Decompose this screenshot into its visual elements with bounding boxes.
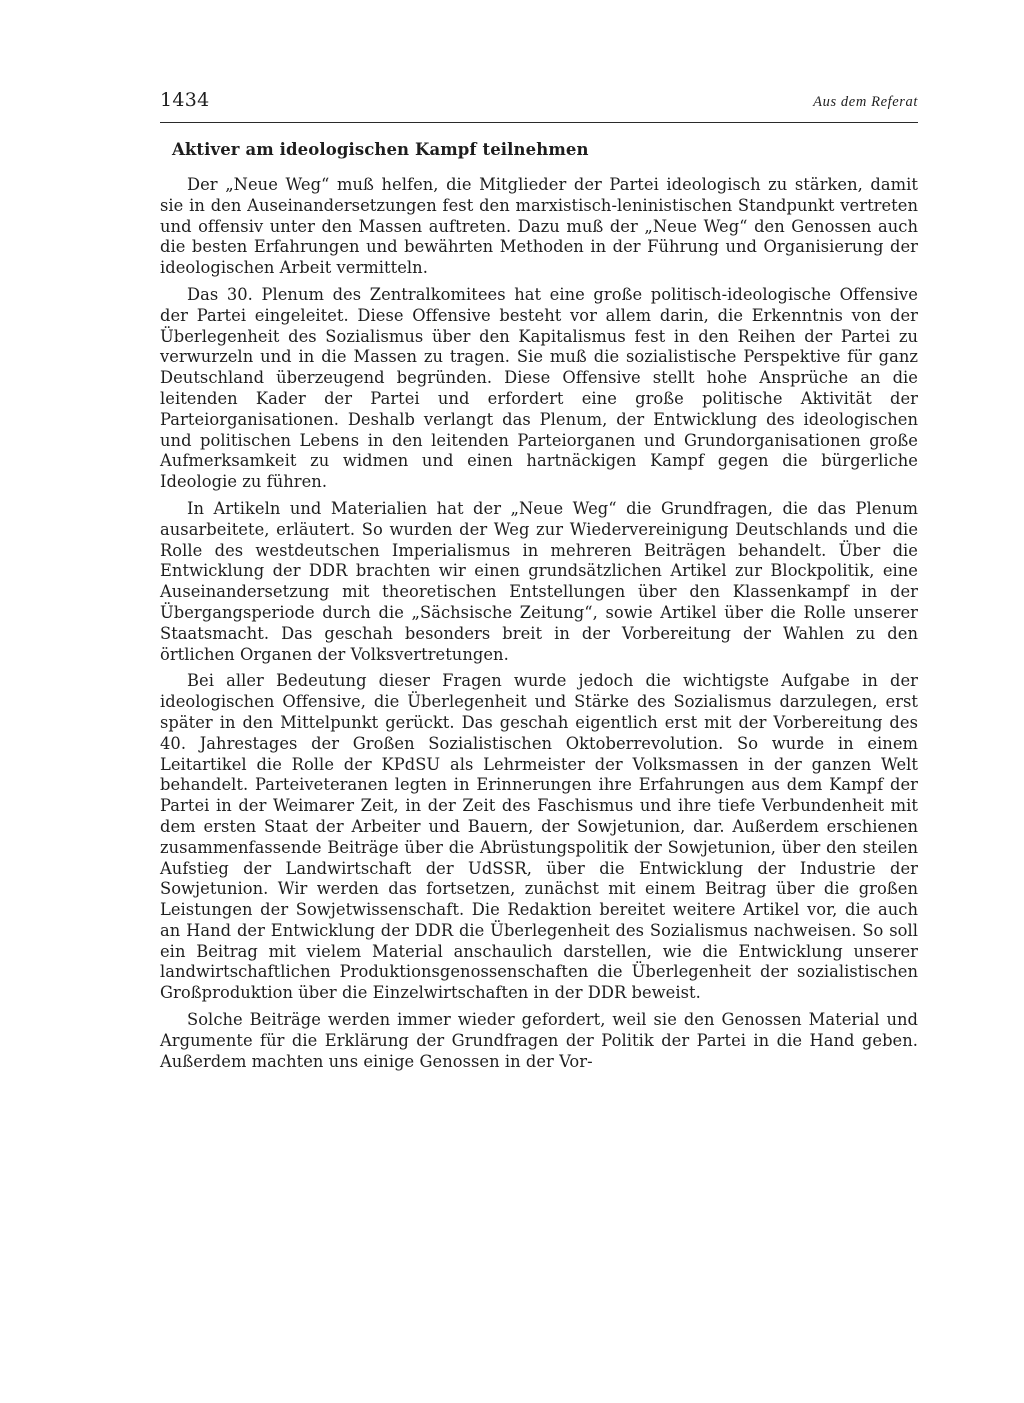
page-number: 1434 <box>160 89 210 111</box>
paragraph: In Artikeln und Materialien hat der „Neue Weg“ die Grundfragen, die das Plenum ausarbeitete, erläutert. So wurden der Weg zur Wiedervereinigung Deutschlands und die Rolle des westdeutschen Imperialismus in mehreren Beiträgen behandelt. Über die Entwicklung der DDR brachten wir einen grundsätzlichen Artikel zur Blockpolitik, eine Auseinandersetzung mit theoretischen Entstellungen über den Klassenkampf in der Übergangsperiode durch die „Sächsische Zeitung“, sowie Artikel über die Rolle unserer Staatsmacht. Das geschah besonders breit in der Vorbereitung der Wahlen zu den örtlichen Organen der Volksvertretungen. <box>160 498 918 664</box>
header-rule <box>160 122 918 123</box>
paragraph: Das 30. Plenum des Zentralkomitees hat eine große politisch-ideologische Offensive der Partei eingeleitet. Diese Offensive besteht vor allem darin, die Erkenntnis von der Überlegenheit des Sozialismus über den Kapitalismus fest in den Reihen der Partei zu verwurzeln und in die Massen zu tragen. Sie muß die sozialistische Perspektive für ganz Deutschland überzeugend begründen. Diese Offensive stellt hohe Ansprüche an die leitenden Kader der Partei und erfordert eine große politische Aktivität der Parteiorganisationen. Deshalb verlangt das Plenum, der Entwicklung des ideologischen und politischen Lebens in den leitenden Parteiorganen und Grundorganisationen große Aufmerksamkeit zu widmen und einen hartnäckigen Kampf gegen die bürgerliche Ideologie zu führen. <box>160 284 918 492</box>
paragraph: Der „Neue Weg“ muß helfen, die Mitglieder der Partei ideologisch zu stärken, damit sie in den Auseinandersetzungen fest den marxistisch-leninistischen Standpunkt vertreten und offensiv unter den Massen auftreten. Dazu muß der „Neue Weg“ den Genossen auch die besten Erfahrungen und bewährten Methoden in der Führung und Organisierung der ideologischen Arbeit vermitteln. <box>160 175 918 278</box>
section-heading: Aktiver am ideologischen Kampf teilnehmen <box>172 140 589 159</box>
page-header <box>160 86 918 122</box>
paragraph: Bei aller Bedeutung dieser Fragen wurde jedoch die wichtigste Aufgabe in der ideologischen Offensive, die Überlegenheit und Stärke des Sozialismus darzulegen, erst später in den Mittelpunkt gerückt. Das geschah eigentlich erst mit der Vorbereitung des 40. Jahrestages der Großen Sozialistischen Oktoberrevolution. So wurde in einem Leitartikel die Rolle der KPdSU als Lehrmeister der Volksmassen in der ganzen Welt behandelt. Parteiveteranen legten in Erinnerungen ihre Erfahrungen aus dem Kampf der Partei in der Weimarer Zeit, in der Zeit des Faschismus und ihre tiefe Verbundenheit mit dem ersten Staat der Arbeiter und Bauern, der Sowjetunion, dar. Außerdem erschienen zusammenfassende Beiträge über die Abrüstungspolitik der Sowjetunion, über den steilen Aufstieg der Landwirtschaft der UdSSR, über die Entwicklung der Industrie der Sowjetunion. Wir werden das fortsetzen, zunächst mit einem Beitrag über die großen Leistungen der Sowjetwissenschaft. Die Redaktion bereitet weitere Artikel vor, die auch an Hand der Entwicklung der DDR die Überlegenheit des Sozialismus nachweisen. So soll ein Beitrag mit vielem Material anschaulich darstellen, wie die Entwicklung unserer landwirtschaftlichen Produktionsgenossenschaften die Überlegenheit der sozialistischen Großproduktion über die Einzelwirtschaften in der DDR beweist. <box>160 671 918 1003</box>
document-page <box>160 0 918 1403</box>
paragraph: Solche Beiträge werden immer wieder gefordert, weil sie den Genossen Material und Argumente für die Erklärung der Grundfragen der Politik der Partei in die Hand geben. Außerdem machten uns einige Genossen in der Vor- <box>160 1010 918 1071</box>
article-body <box>160 175 918 1078</box>
running-head: Aus dem Referat <box>813 94 918 110</box>
